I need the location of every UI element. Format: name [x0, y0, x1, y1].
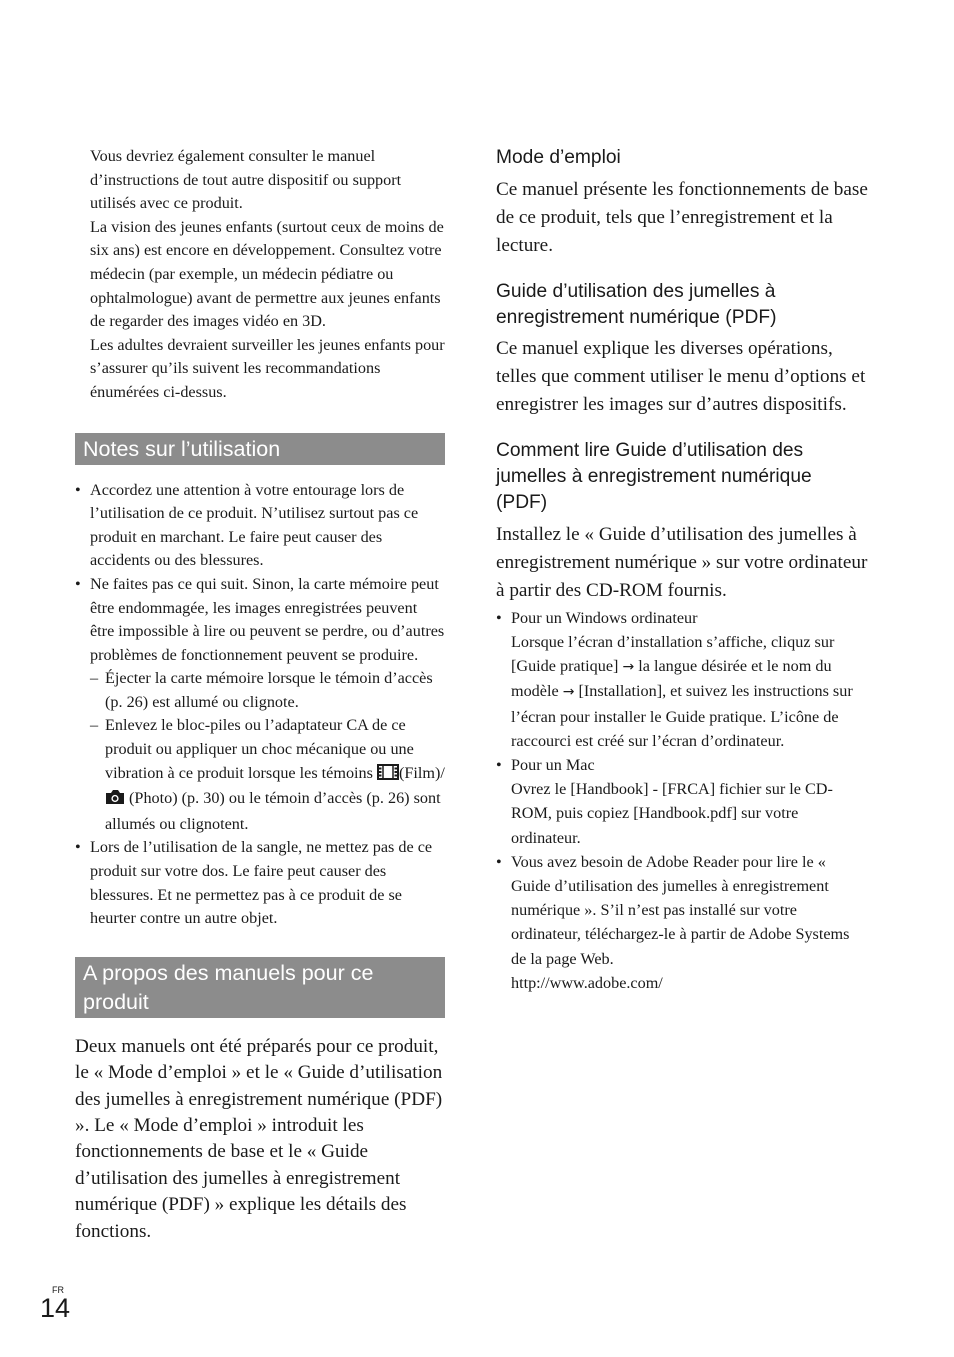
intro-text [90, 145, 445, 405]
sub-list-item-text: (Photo) (p. 30) ou le témoin d’accès (p. 26) sont allumés ou clignotent. [105, 789, 441, 833]
list-item-text: • Vous avez besoin de Adobe Reader pour lire le « Guide d’utilisation des jumelles à enregistrement numérique ». S’il n’est pas installé sur votre ordinateur, téléchargez-le à partir de Adobe Systems de la page Web. [511, 852, 850, 968]
right-column [496, 145, 868, 995]
list-item-text [511, 630, 868, 753]
left-column [75, 145, 445, 1245]
sub-list-item [90, 714, 445, 836]
sub-list [90, 667, 445, 836]
adobe-url: http://www.adobe.com/ [511, 973, 663, 992]
heading-mode-emploi: Mode d’emploi [496, 147, 621, 168]
paragraph-guide-pdf: Ce manuel explique les diverses opérations, telles que comment utiliser le menu d’options et enregistrer les images sur d’autres dispositifs. [496, 338, 866, 416]
camera-icon [105, 789, 125, 813]
sub-list-item: – Éjecter la carte mémoire lorsque le témoin d’accès (p. 26) est allumé ou clignote. [90, 667, 445, 714]
install-list [496, 606, 868, 995]
heading-comment-lire: Comment lire Guide d’utilisation des jumelles à enregistrement numérique (PDF) [496, 440, 812, 513]
list-item-windows [496, 606, 868, 753]
sub-list-item-text: (Film)/ [398, 763, 445, 782]
list-item-text: Ovrez le [Handbook] - [FRCA] fichier sur le CD-ROM, puis copiez [Handbook.pdf] sur votre ordinateur. [511, 780, 833, 847]
windows-text: Lorsque l’écran d’installation s’affiche, cliquz sur [Guide pratique] [511, 632, 835, 676]
list-item: • Accordez une attention à votre entourage lors de l’utilisation de ce produit. N’utilisez surtout pas ce produit en marchant. Le faire peut causer des accidents ou des blessures. [75, 479, 445, 573]
page-number: 14 [40, 1293, 71, 1323]
arrow-right-icon: → [562, 684, 575, 701]
page-language-label: FR [52, 1285, 64, 1295]
list-item-title: • Pour un Mac [511, 756, 595, 774]
manuals-paragraph: Deux manuels ont été préparés pour ce produit, le « Mode d’emploi » et le « Guide d’utilisation des jumelles à enregistrement numérique (PDF) ». Le « Mode d’emploi » introduit les fonctionnements de base et le « Guide d’utilisation des jumelles à enregistrement numérique (PDF) » explique les détails des fonctions. [75, 1035, 443, 1242]
intro-paragraph: Vous devriez également consulter le manuel d’instructions de tout autre dispositif ou support utilisés avec ce produit. [90, 147, 402, 213]
intro-paragraph: La vision des jeunes enfants (surtout ceux de moins de six ans) est encore en développement. Consultez votre médecin (par exemple, un médecin pédiatre ou ophtalmologue) avant de permettre aux jeunes enfants de regarder des images vidéo en 3D. [90, 217, 444, 331]
heading-guide-pdf: Guide d’utilisation des jumelles à enregistrement numérique (PDF) [496, 280, 777, 328]
section-heading-manuals: A propos des manuels pour ce produit [75, 957, 445, 1018]
film-mode-icon [377, 764, 399, 788]
list-item [75, 573, 445, 837]
arrow-right-icon: → [622, 659, 635, 676]
list-item-title: • Pour un Windows ordinateur [511, 608, 698, 627]
paragraph-mode-emploi: Ce manuel présente les fonctionnements de base de ce produit, tels que l’enregistrement et la lecture. [496, 178, 868, 256]
list-item-adobe [496, 850, 868, 995]
notes-list [75, 479, 445, 931]
list-item-mac [496, 753, 868, 850]
list-item-text: Ne faites pas ce qui suit. Sinon, la carte mémoire peut être endommagée, les images enregistrées peuvent être impossible à lire ou peuvent se perdre, ou d’autres problèmes de fonctionnement peuvent se produire. [90, 574, 445, 664]
intro-paragraph: Les adultes devraient surveiller les jeunes enfants pour s’assurer qu’ils suivent les recommandations énumérées ci-dessus. [90, 335, 445, 401]
section-heading-notes: Notes sur l’utilisation [75, 433, 445, 465]
windows-text: [Installation], et suivez les instructions sur l’écran pour installer le Guide pratique. L’icône de raccourci est créé sur l’écran d’ordinateur. [511, 682, 853, 750]
windows-text: la langue désirée et le nom du modèle [511, 657, 832, 701]
paragraph-install: Installez le « Guide d’utilisation des jumelles à enregistrement numérique » sur votre ordinateur à partir des CD-ROM fournis. [496, 523, 868, 601]
sub-list-item-text: Enlevez le bloc-piles ou l’adaptateur CA de ce produit ou appliquer un choc mécanique ou une vibration à ce produit lorsque les témoins [105, 716, 414, 782]
list-item: • Lors de l’utilisation de la sangle, ne mettez pas de ce produit sur votre dos. Le faire peut causer des blessures. Et ne permettez pas à ce produit de se heurter contre un autre objet. [75, 836, 445, 930]
